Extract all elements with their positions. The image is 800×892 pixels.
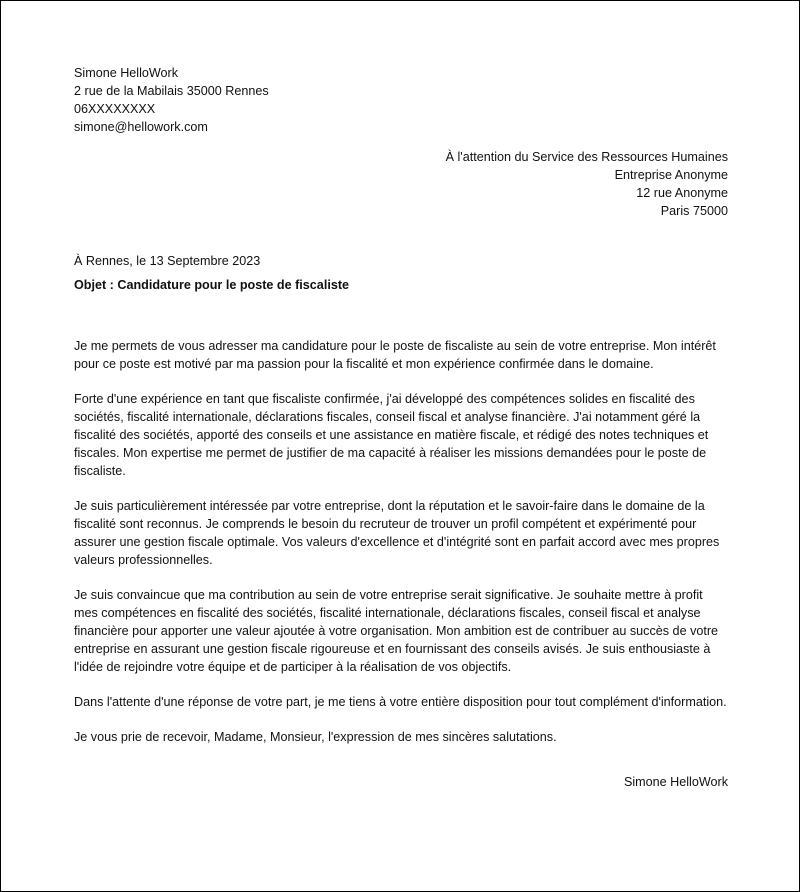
body-paragraph-2: Forte d'une expérience en tant que fiscaliste confirmée, j'ai développé des compétences solides en fiscalité des sociétés, fiscalité internationale, déclarations fiscales, conseil fiscal et analyse financière. J'ai notamment géré la fiscalité des sociétés, apporté des conseils et une assistance en matière fiscale, et rédigé des notes techniques et fiscales. Mon expertise me permet de justifier de ma capacité à réaliser les missions demandées pour le poste de fiscaliste.: [74, 392, 709, 478]
body-paragraph-1: Je me permets de vous adresser ma candidature pour le poste de fiscaliste au sein de votre entreprise. Mon intérêt pour ce poste est motivé par ma passion pour la fiscalité et mon expérience confirmée dans le domaine.: [74, 339, 716, 371]
sender-email: simone@hellowork.com: [74, 120, 208, 134]
sender-phone: 06XXXXXXXX: [74, 102, 156, 116]
recipient-company: Entreprise Anonyme: [614, 168, 728, 182]
sender-address: 2 rue de la Mabilais 35000 Rennes: [74, 84, 269, 98]
closing-paragraph: Je vous prie de recevoir, Madame, Monsieur, l'expression de mes sincères salutations.: [74, 730, 557, 744]
recipient-block: [74, 148, 728, 220]
sender-name: Simone HelloWork: [74, 66, 179, 80]
recipient-street: 12 rue Anonyme: [636, 186, 728, 200]
subject-line: Objet : Candidature pour le poste de fiscaliste: [74, 278, 350, 292]
body-paragraph-5: Dans l'attente d'une réponse de votre part, je me tiens à votre entière disposition pour tout complément d'information.: [74, 695, 727, 709]
date-line: À Rennes, le 13 Septembre 2023: [74, 254, 261, 268]
body-paragraph-3: Je suis particulièrement intéressée par votre entreprise, dont la réputation et le savoir-faire dans le domaine de la fiscalité sont reconnus. Je comprends le besoin du recruteur de trouver un profil compétent et expérimenté pour assurer une gestion fiscale optimale. Vos valeurs d'excellence et d'intégrité sont en parfait accord avec mes propres valeurs professionnelles.: [74, 499, 720, 567]
recipient-attention: À l'attention du Service des Ressources Humaines: [445, 150, 728, 164]
letter-content: [74, 64, 728, 791]
body-paragraph-4: Je suis convaincue que ma contribution au sein de votre entreprise serait significative. Je souhaite mettre à profit mes compétences en fiscalité des sociétés, fiscalité internationale, déclarations fiscales, conseil fiscal et analyse financière pour apporter une valeur ajoutée à votre organisation. Mon ambition est de contribuer au succès de votre entreprise en assurant une gestion fiscale rigoureuse et en fournissant des conseils avisés. Je suis enthousiaste à l'idée de rejoindre votre équipe et de participer à la réalisation de vos objectifs.: [74, 588, 719, 674]
recipient-city: Paris 75000: [660, 204, 728, 218]
signature: Simone HelloWork: [623, 775, 728, 789]
letter-body: [74, 337, 728, 746]
sender-block: [74, 64, 728, 136]
